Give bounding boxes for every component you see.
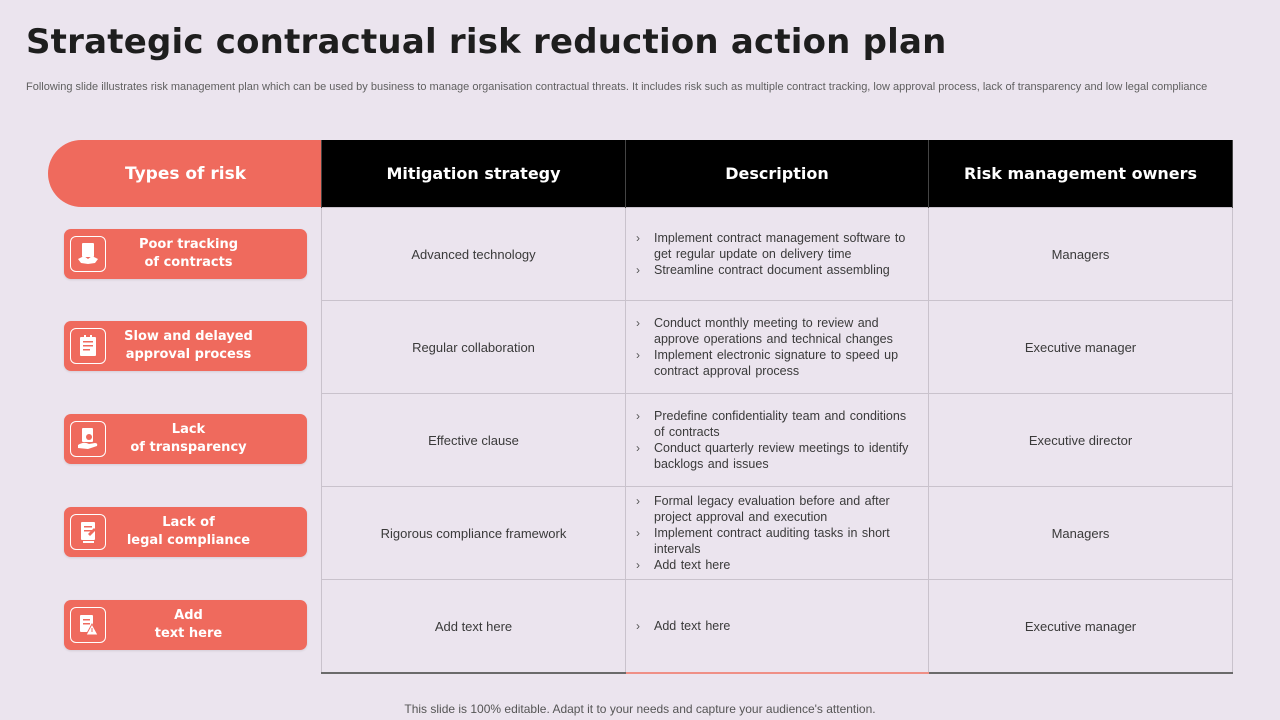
description-cell <box>626 394 929 487</box>
description-bullet: › Conduct monthly meeting to review and approve operations and technical changes <box>634 315 916 347</box>
mitigation-strategy-header: Mitigation strategy <box>322 140 626 208</box>
mitigation-cell: Regular collaboration <box>322 301 626 394</box>
table-row <box>322 580 1233 674</box>
description-bullet: › Conduct quarterly review meetings to identify backlogs and issues <box>634 440 916 472</box>
mitigation-cell: Add text here <box>322 580 626 674</box>
description-cell <box>626 487 929 580</box>
owner-cell: Executive manager <box>929 580 1233 674</box>
description-bullet: › Streamline contract document assembling <box>634 262 916 278</box>
risk-owners-header: Risk management owners <box>929 140 1233 208</box>
checklist-calendar-icon <box>70 328 106 364</box>
risk-item-add-text[interactable] <box>64 600 307 650</box>
risk-item-slow-approval[interactable] <box>64 321 307 371</box>
mitigation-cell: Advanced technology <box>322 208 626 301</box>
description-cell <box>626 208 929 301</box>
description-header: Description <box>626 140 929 208</box>
handshake-document-icon <box>70 236 106 272</box>
owner-cell: Managers <box>929 208 1233 301</box>
risk-label: Poor tracking of contracts <box>138 237 239 270</box>
description-bullet: › Implement contract management software to get regular update on delivery time <box>634 230 916 262</box>
table-row <box>322 301 1233 394</box>
warning-document-icon <box>70 607 106 643</box>
risk-label: Lack of legal compliance <box>126 515 251 548</box>
risk-item-lack-transparency[interactable] <box>64 414 307 464</box>
description-bullet: › Implement electronic signature to speed up contract approval process <box>634 347 916 379</box>
risk-action-table <box>321 140 1233 674</box>
description-bullet: › Add text here <box>634 557 916 573</box>
table-row <box>322 208 1233 301</box>
page-subtitle: Following slide illustrates risk management plan which can be used by business to manage organisation contractual threats. It includes risk such as multiple contract tracking, low approval process, lack of transparency and low legal compliance <box>26 81 1208 93</box>
risk-label: Slow and delayed approval process <box>124 329 253 362</box>
description-cell <box>626 580 929 674</box>
mitigation-cell: Rigorous compliance framework <box>322 487 626 580</box>
description-bullet: › Formal legacy evaluation before and after project approval and execution <box>634 493 916 525</box>
description-bullet: › Implement contract auditing tasks in short intervals <box>634 525 916 557</box>
types-of-risk-header: Types of risk <box>48 140 323 207</box>
risk-item-legal-compliance[interactable] <box>64 507 307 557</box>
owner-cell: Executive director <box>929 394 1233 487</box>
footer-note: This slide is 100% editable. Adapt it to your needs and capture your audience's attention. <box>404 702 876 716</box>
owner-cell: Executive manager <box>929 301 1233 394</box>
table-row <box>322 394 1233 487</box>
risk-label: Lack of transparency <box>130 422 247 455</box>
owner-cell: Managers <box>929 487 1233 580</box>
description-bullet: › Predefine confidentiality team and conditions of contracts <box>634 408 916 440</box>
table-row <box>322 487 1233 580</box>
legal-stamp-icon <box>70 514 106 550</box>
mitigation-cell: Effective clause <box>322 394 626 487</box>
risk-item-poor-tracking[interactable] <box>64 229 307 279</box>
risk-label: Add text here <box>154 608 223 641</box>
description-cell <box>626 301 929 394</box>
table-header-row <box>322 140 1233 208</box>
description-bullet: › Add text here <box>634 618 916 634</box>
hand-document-icon <box>70 421 106 457</box>
page-title: Strategic contractual risk reduction action plan <box>26 22 947 62</box>
